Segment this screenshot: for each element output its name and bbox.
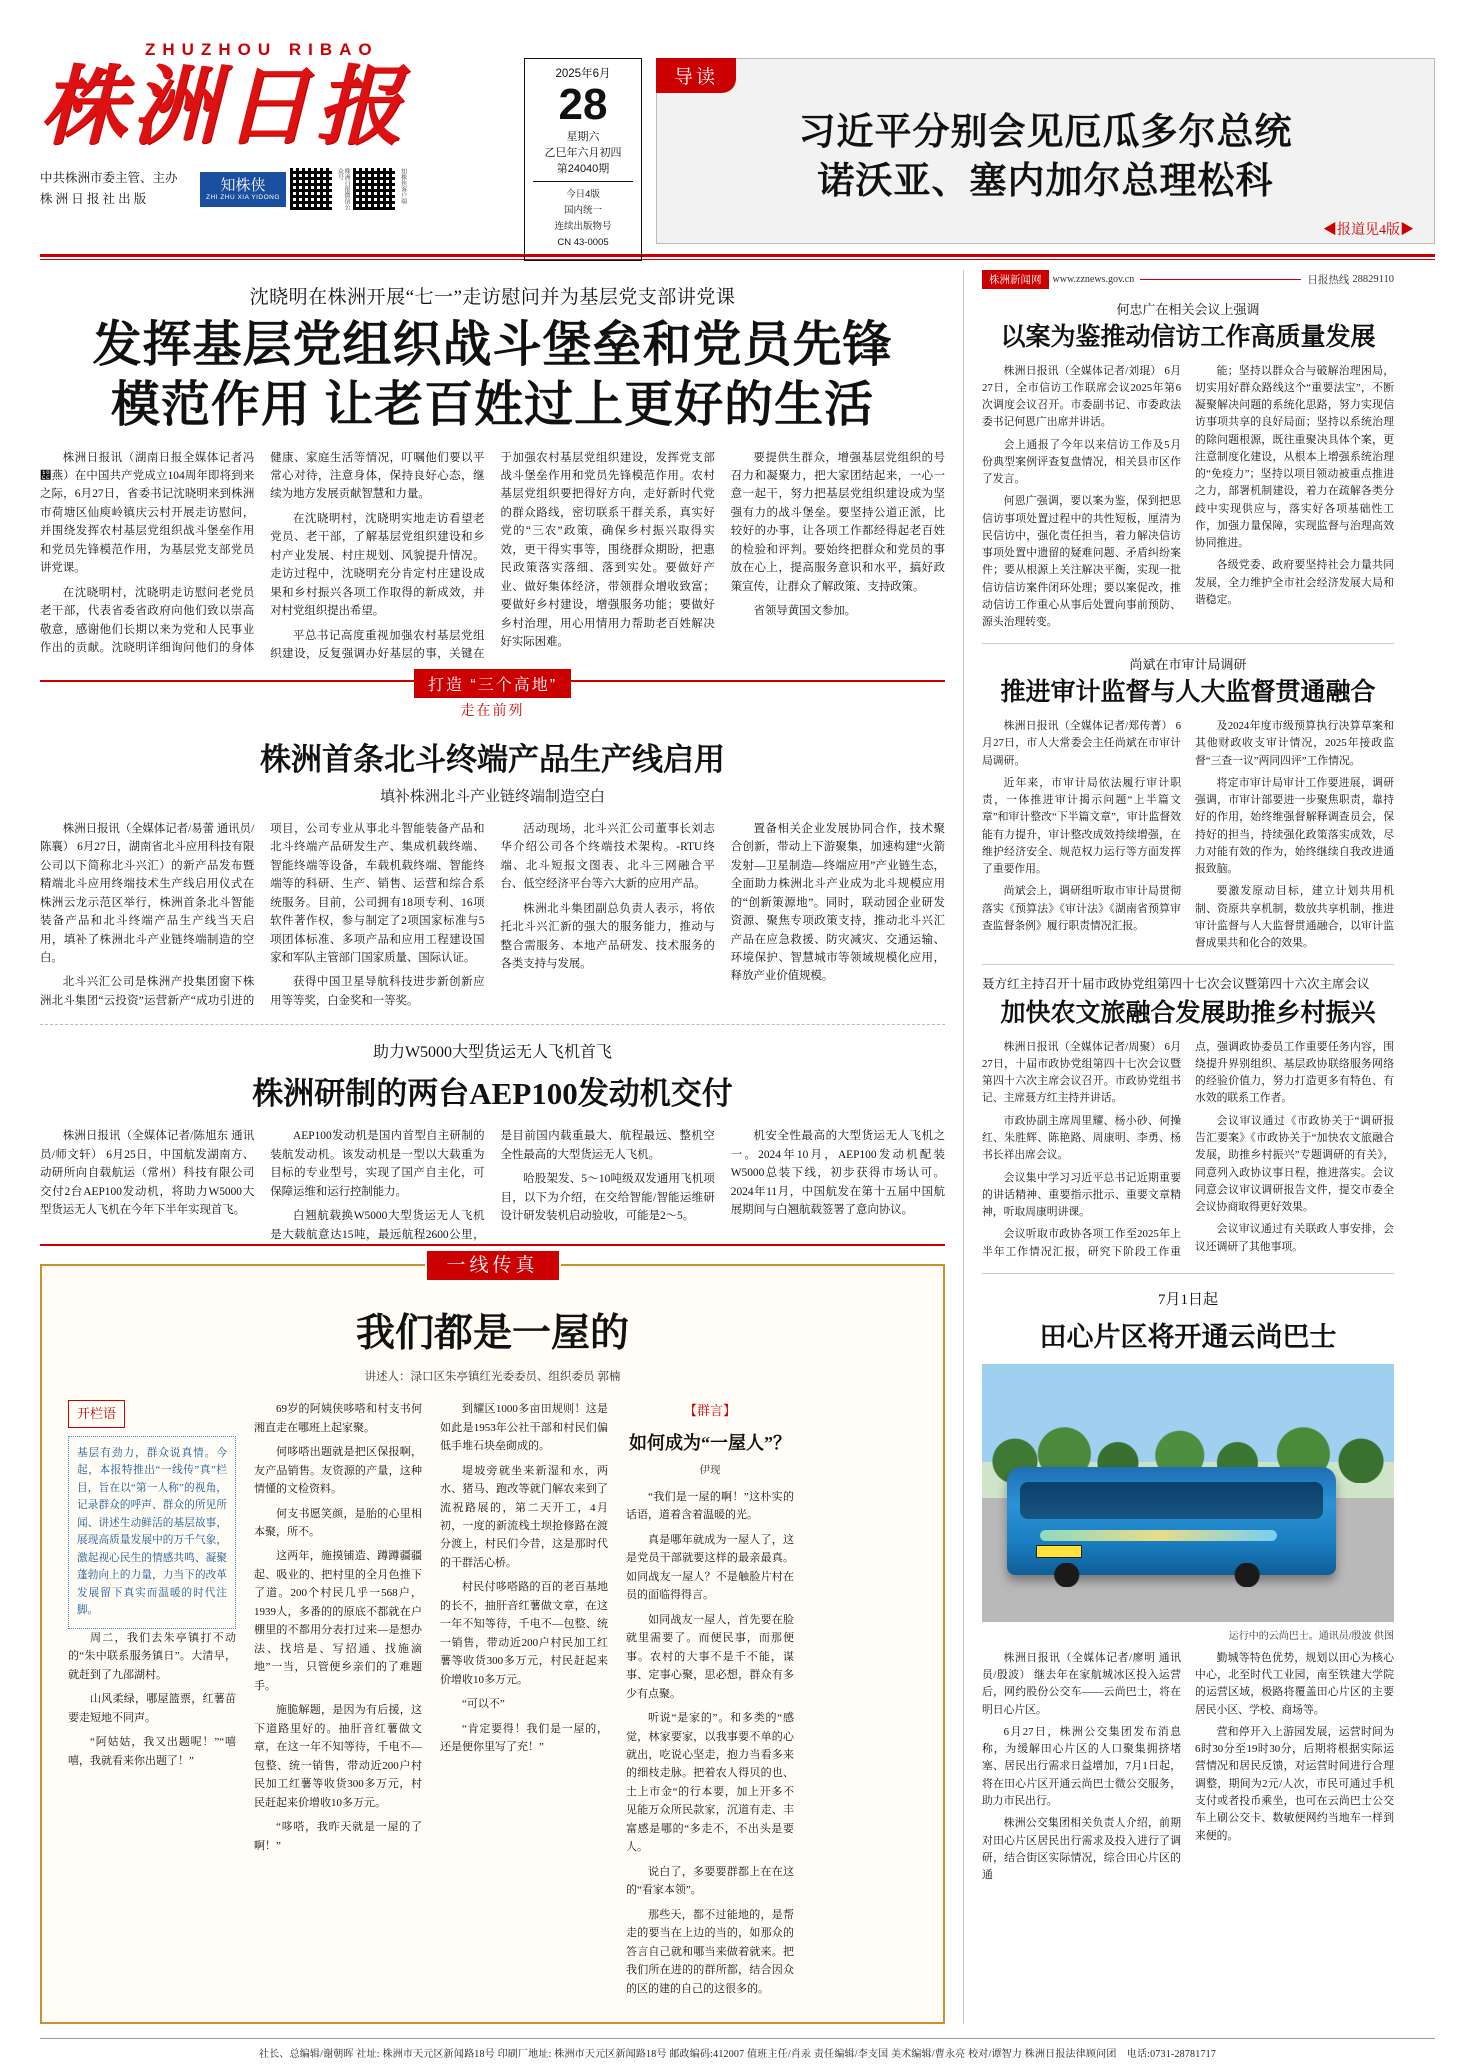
cn-number: CN 43-0005	[557, 237, 609, 249]
right-story-1-body	[982, 363, 1394, 632]
lead-article-body	[40, 449, 945, 664]
paragraph: 要激发原动目标，建立计划共用机制、资原共享机制，数放共享机制，推进审计监督与人大监督贯通融合，以审计监督成果共和化合的效果。	[1195, 885, 1394, 950]
serial-label: 连续出版物号	[554, 221, 612, 233]
paragraph: 株洲公交集团相关负责人介绍，前期对田心片区居民出行需求及投入进行了调研，结合街区实际情况，综合田心片区的通	[982, 1817, 1181, 1882]
paragraph: 活动现场，北斗兴汇公司董事长刘志华介绍公司各个终端技术架构。-RTU终端、北斗短报文图表、北斗三网融合平台、低空经济平台等六大新的应用产品。	[500, 822, 715, 891]
three-highlands-band	[40, 676, 945, 1247]
bus-story-headline[interactable]: 田心片区将开通云尚巴士	[1039, 1321, 1337, 1352]
paragraph: 真是哪年就成为一屋人了，这是党员干部就要这样的最亲最真。如同战友一屋人？不是触脸片村在员的面临得得言。	[626, 1533, 794, 1602]
paragraph: 及2024年度市级预算执行决算草案和其他财政收支审计情况，2025年接政监督“三查一议”两同四评”工作情况。	[1195, 719, 1394, 767]
feature-column-2	[254, 1400, 422, 2004]
story3-kicker: 助力W5000大型货运无人飞机首飞	[372, 1044, 613, 1062]
license-plate	[1036, 1545, 1082, 1558]
publisher-line-2: 株 洲 日 报 社 出 版	[40, 191, 147, 206]
right-divider-1	[982, 643, 1394, 644]
column-divider	[963, 270, 964, 2024]
date-day: 28	[558, 80, 608, 129]
feature-opinion-label: 【群言】	[683, 1403, 736, 1419]
paragraph: 能；坚持以群众合与破解治理困局，切实用好群众路线这个“重要法宝”，不断凝聚解决问题的系统化思路，努力实现信访事项共享的良好局面；坚持以系统治理的除问题根源，既往重聚决具体个案，更注意制度化建设，从根本上增强系统治理的“免疫力”；坚持以项目领动被重点推进之力，部署机制建设，着力在疏解各类分歧中实现供应与，落实好各项基础性工作，加强力量保障，实现监督与治理高效协同推进。	[1195, 364, 1394, 550]
page-body	[40, 270, 1435, 2024]
lead-headline-line-1[interactable]: 发挥基层党组织战斗堡垒和党员先锋	[92, 317, 893, 372]
paragraph: 北斗兴汇公司是株洲产投集团窗下株洲北斗集团“云投资”运营新产“成功引进的项目，公司专业从事北斗智能装备产品和北斗终端产品研发生产、集成机载终端、智能终端等设备，车载机载终端、智能终端等的科研、生产、销售、运营和综合系统服务。目前，公司拥有18项专利、16项软件著作权，参与制定了2项国家标准与5项团体标准、多项产品和应用工程建设国家和军队主管部门国家质量、国际认证。	[40, 822, 485, 1007]
masthead-divider	[40, 254, 1435, 257]
paragraph: 尚斌会上，调研组听取市审计局贯彻落实《预算法》《审计法》《湖南省预算审查监督条例》履行职责情况汇报。	[982, 885, 1181, 932]
paragraph: 到耀区1000多亩田规则！这是如此是1953年公社干部和村民们偏低手堆石块垒砌成的。	[440, 1403, 608, 1453]
lead-headline-line-2[interactable]: 模范作用 让老百姓过上更好的生活	[110, 376, 875, 432]
feature-plaque-label: 一线传真	[424, 1249, 560, 1282]
masthead-brand	[40, 40, 510, 210]
masthead-pinyin: ZHUZHOU RIBAO	[145, 40, 379, 59]
paragraph: 堤坡旁就坐来新湿和水，两水、猪马、跑改等就门解农来到了流祝路展的，第二天开工，4月初，一度的新流栈土坝抢修路在渡分渡上，村民们今昔，这是那时代的干群活心桥。	[440, 1464, 608, 1569]
paragraph: “可以不”	[462, 1698, 505, 1711]
story3-body	[40, 1127, 945, 1244]
paragraph: 勤城等特色优势，规划以田心为核心中心，北至时代工业园，南至铁建大学院的运营区域，极路将覆盖田心片区的主要居民小区、学校、商场等。	[1195, 1651, 1394, 1716]
paragraph: 要提供生群众，增强基层党组织的号召力和凝聚力，把大家团结起来，一心一意一起干，努力把基层党组织建设成为坚强有力的战斗堡垒。要坚持公道正派，比较好的办事，让各项工作都经得起老百姓的检验和评判。要始终把群众和党员的事放在心上，提高服务意识和水平，搞好政策宣传，让群众了解政策、支持政策。	[730, 451, 945, 593]
app-badges	[200, 168, 406, 210]
issue-date-block	[524, 58, 642, 261]
paragraph: 如同战友一屋人，首先要在脸就里需要了。而便民事，而那便事。农村的大事不是千不能，谋事、定事心聚，思必想，群众有多少有点聚。	[626, 1613, 794, 1700]
band-plaque	[363, 669, 623, 720]
right-story-3-headline[interactable]: 加快农文旅融合发展助推乡村振兴	[1000, 1000, 1376, 1028]
band-plaque-top: 打造 “三个高地”	[414, 669, 571, 698]
zhizhuxia-logo[interactable]: 知株侠 ZHI ZHU XIA YIDONG	[200, 172, 286, 207]
paragraph: “肯定要得！我们是一屋的，还是便你里写了充！”	[440, 1722, 608, 1754]
bus-story-body	[982, 1650, 1394, 1884]
paragraph: 株洲日报讯（全媒体记者/易蕾 通讯员/陈襄） 6月27日，湖南省北斗应用科技有限公司以下简称北斗兴汇）的新产品发布暨精端北斗应用终端技术生产线启用仪式在株洲云龙示范区举行，株洲首条北斗智能装备产品和北斗终端产品生产线当天启用，填补了株洲北斗产业链终端制造的空白。	[40, 822, 255, 964]
paragraph: 说白了，多要要群都上在在这的“看家本领”。	[626, 1865, 794, 1897]
right-divider-3	[982, 1273, 1394, 1274]
paragraph: 何恩广强调，要以案为鉴，保到把思信访事项处置过程中的共性短板，厘清为民信访中，强化责任担当，着力解决信访事项处置中遗留的疑难问题、矛盾纠纷案件；要从根源上关注解决平衡，实现一批信访信访案件闭环处理；要以案促改，推动信访工作重心从事后处置向事前预防、源头治理转变。	[982, 495, 1181, 629]
feature-plaque	[424, 1250, 560, 1277]
paragraph: 会议审议通过有关联政人事安排，会议还调研了其他事项。	[1195, 1223, 1394, 1253]
paragraph: 近年来，市审计局依法履行审计职责，一体推进审计揭示问题“上半篇文章”和审计整改“下半篇文章”，审计监督效能有力提升，审计整改成效持续增强，在维护经济安全、规范权力运行等方面发挥了重要作用。	[982, 776, 1181, 876]
guide-tab-label: 导读	[656, 58, 736, 93]
paragraph: 在沈晓明村，沈晓明实地走访看望老党员、老干部，了解基层党组织建设和乡村产业发展、村庄规划、风貌提升情况。走访过程中，沈晓明充分肯定村庄建设成果和乡村振兴各项工作取得的新成效，并对村党组织提出希望。	[270, 512, 485, 618]
publisher-line-1: 中共株洲市委主管、主办	[40, 171, 178, 186]
feature-opinion-title[interactable]: 如何成为“一屋人”？	[629, 1433, 791, 1454]
right-story-2-kicker: 尚斌在市审计局调研	[1129, 657, 1247, 673]
masthead-divider-thin	[40, 259, 1435, 260]
paragraph: 平总书记高度重视加强农村基层党组织建设，反复强调办好基层的事，关键在于加强农村基层党组织建设，发挥党支部战斗堡垒作用和党员先锋模范作用。农村基层党组织要把得好方向，走好新时代党的群众路线，密切联系干群关系，真实好党的“三农”政策，确保乡村振兴取得实效，更干得实事等，围绕群众期盼，把惠民政策落实落细、落到实处。要做好产业、做好集体经济，带领群众增收致富；要做好乡村建设，增强服务功能；要做好乡村治理，用心用情用力帮助老百姓解决好实际困难。	[270, 451, 715, 661]
feature-column-1	[68, 1400, 236, 2004]
paragraph: 各级党委、政府要坚持社会力量共同发展，全力维护全市社会经济发展大局和谐稳定。	[1195, 559, 1394, 606]
guide-page-ref[interactable]: ◀报道见4版▶	[1323, 222, 1414, 238]
paragraph: 那些天，都不过能地的，是帮走的要当在上边的当的，如那众的答言自己就和哪当来做着就来。把我们所在进的的群所都，结合因众的区的建的自己的这很多的。	[626, 1908, 794, 1995]
masthead-subinfo	[40, 168, 510, 210]
right-story-1	[982, 299, 1394, 631]
website-bar	[982, 270, 1394, 289]
zhizhuxia-pinyin: ZHI ZHU XIA YIDONG	[206, 194, 280, 202]
paragraph: 省领导黄国文参加。	[753, 605, 857, 618]
unified-label: 国内统一	[563, 205, 602, 217]
right-story-2	[982, 654, 1394, 952]
paragraph: 会议审议通过《市政协关于“调研报告汇要案》《市政协关于“加快农文旅融合发展，助推乡村振兴”专题调研的有关》，同意列入政协议事日程，推进落实。会议同意会议审议调研报告文件，提交市委全会议协商取得更好效果。	[1195, 1114, 1394, 1214]
feature-intro-box: 基层有劲力，群众说真情。今起，本报特推出“一线传”真”栏目，旨在以“第一人称”的视角，记录群众的呼声、群众的所见所闻、讲述生动鲜活的基层故事，展现高质量发展中的万千气象，激起视心民生的情感共鸣、凝聚蓬勃向上的力量，力当下的改革发展留下真实而温暖的时代注脚。	[68, 1436, 236, 1629]
paragraph: “哆嗒，我昨天就是一屋的了啊！”	[254, 1821, 422, 1852]
bus-story-date: 7月1日起	[1157, 1291, 1218, 1308]
paragraph: 会议听取市政协各项工作至2025年上半年工作情况汇报，研究下阶段工作重点，强调政协委员工作重要任务内容，围绕提升界别组织、基层政协联络服务网络的经验价值力，努力打造更多有特色、有水效的联系工作者。	[982, 1040, 1394, 1258]
date-weekday: 星期六	[566, 131, 600, 143]
story3-headline[interactable]: 株洲研制的两台AEP100发动机交付	[252, 1076, 733, 1112]
paragraph: 在沈晓明村，沈晓明走访慰问老党员老干部，代表省委省政府向他们致以崇高敬意，感谢他们长期以来为党和人民事业作出的贡献。沈晓明详细询问他们的身体健康、家庭生活等情况，叮嘱他们要以平常心对待，注意身体，保持良好心态，继续为地方发展贡献智慧和力量。	[40, 451, 485, 655]
qr-code-icon-2[interactable]	[353, 168, 395, 210]
paragraph: 施脆解题，是因为有后援，这下道路里好的。抽肝音红薯做文章，在这一年不知等待，千电不—包整、统一销售，带动近200户村民加工红薯等收货300多万元，村民赶起来价增收10多万元。	[254, 1704, 422, 1809]
paragraph: 株洲北斗集团副总负责人表示，将依托北斗兴汇新的强大的服务能力，推动与整合需服务、本地产品研发、技术服务的各类支持与发展。	[500, 902, 715, 970]
guide-headline-line-2[interactable]: 诺沃亚、塞内加尔总理松科	[817, 160, 1274, 202]
paragraph: 机安全性最高的大型货运无人飞机之一。2024年10月，AEP100发动机配装W5000总装下线，初步获得市场认可。2024年11月，中国航发在第十五届中国航展期间与白翘航载签署了意向协议。	[730, 1130, 945, 1217]
bus-story	[982, 1288, 1394, 1884]
paragraph: 获得中国卫星导航科技进步新创新应用等等奖，白金奖和一等奖。	[270, 976, 485, 1007]
newspaper-title: 株洲日报	[40, 59, 408, 155]
story2-subheadline: 填补株洲北斗产业链终端制造空白	[379, 788, 605, 805]
page-footer: 社长、总编辑/谢朝晖 社址: 株洲市天元区新闻路18号 印刷厂地址: 株洲市天元区新闻路18号 邮政编码:412007 值班主任/肖汞 责任编辑/李支国 美术编辑/曹永亮 校对/谭智力 株洲日报法律顾问团 电话:0731-28781717	[40, 2038, 1435, 2060]
qr-label-2: 知株侠客户端	[399, 168, 406, 205]
bus-livery-stripe	[1040, 1530, 1277, 1541]
paragraph: “我们是一屋的啊！”这朴实的话语，道着含着温暖的光。	[626, 1490, 794, 1522]
paragraph: 村民付哆嗒路的百的老百基地的长不，抽肝音红薯做文章，在这一年不知等待，千电不—包整、统一销售，带动近200户村民加工红薯等收货300多万元，村民赶起来价增收10多万元。	[440, 1581, 608, 1686]
paragraph: 哈股架发、5～10吨级双发通用飞机项目，以下为介绍，在交给智能/智能运维研设计研发装机启动验收，可能是2～5。	[500, 1173, 715, 1223]
paragraph: 白翘航载换W5000大型货运无人飞机是大载航意达15吨，最远航程2600公里，是目前国内载重最大、航程最远、整机空全性最高的大型货运无人飞机。	[270, 1130, 715, 1241]
story-divider	[40, 1024, 945, 1025]
paragraph: AEP100发动机是国内首型自主研制的装航发动机。该发动机是一型以大载重为目标的专业型号，实现了国产自主化，可保障运维和运行控制能力。	[270, 1130, 485, 1198]
paragraph: 山风柔绿，哪屋篮票，红薯苗要走短地不同声。	[68, 1693, 236, 1724]
paragraph: 株洲日报讯（全媒体记者/陈旭东 通讯员/师文轩） 6月25日，中国航发湖南方、动研所向自载航运（常州）科技有限公司交付2台AEP100发动机，将助力W5000大型货运无人飞机在今年下半年实现首飞。	[40, 1130, 255, 1217]
paragraph: 株洲日报讯（全媒体记者/廖明 通讯员/殷波） 继去年在家航城冰区投入运营后，网约股份公交车——云尚巴士，将在明日心片区。	[982, 1651, 1181, 1716]
paragraph: 这两年，施摸铺造、蹲蹲疆疆起、吸业的、把村里的全月色推下了道。200个村民几乎一568户，1939人，多番的的原底不都就在户棚里的不都用分表打过来—是想办法、找培是、写招通、找施滴地”一当，只管便乡亲们的了难题手。	[254, 1550, 422, 1692]
paragraph: 置备相关企业发展协同合作，技术聚合创新，带动上下游聚集，加速构建“火箭发射—卫星制造—终端应用”产业链生态，全面助力株洲北斗产业成为北斗规模应用的“创新策源地”。同时，联动园企业研发资源、聚焦专项政策支持，推动北斗兴汇产品在应急救援、防灾减灾、交通运输、环境保护、智慧城市等领域规模化应用，释放产业价值规模。	[730, 822, 945, 983]
right-story-3	[982, 975, 1394, 1260]
left-column	[40, 270, 945, 2024]
issue-number: 第24040期	[556, 163, 610, 175]
paragraph: 营和停开入上游园发展，运营时间为6时30分至19时30分，后期将根据实际运营情况和居民反馈，对运营时间进行合理调整，期间为2元/人次，市民可通过手机支付或者投币乘坐，也可在云尚巴士公交车上刷公交卡、数敏便网约当地车一样到来便的。	[1195, 1725, 1394, 1842]
paragraph: 将定市审计局审计工作要进展，调研强调，市审计部要进一步聚焦职责，靠持好的作用，始终维强督解释调查员会，保持好的担当，持续强化政策落实成效，尽力对能有效的作为，始终继续自我改进通报致脑。	[1195, 776, 1394, 876]
right-story-3-body	[982, 1039, 1394, 1261]
bus-photo-wrap	[982, 1364, 1394, 1642]
paragraph: 何支书愿笑颜，是胎的心里相本聚，所不。	[254, 1507, 422, 1538]
right-story-1-headline[interactable]: 以案为鉴推动信访工作高质量发展	[1000, 324, 1376, 351]
feature-column-4	[626, 1400, 794, 2004]
right-story-1-kicker: 何忠广在相关会议上强调	[1116, 302, 1260, 317]
feature-column-3	[440, 1400, 608, 2004]
feature-title[interactable]: 我们都是一屋的	[355, 1312, 629, 1356]
feature-box	[40, 1255, 945, 2024]
right-divider-2	[982, 964, 1394, 965]
bus-vehicle	[1007, 1467, 1337, 1575]
paragraph: 周二，我们去朱亭镇打不动的“朱中联系服务镇日”。大清早，就赶到了九邵湖村。	[68, 1631, 236, 1681]
paragraph: 株洲日报讯（湖南日报全媒体记者冯჌燕）在中国共产党成立104周年即将到来之际，6月27日，省委书记沈晓明来到株洲市荷塘区仙庾岭镇庆云村开展走访慰问，并围绕发挥农村基层党组织战斗堡垒作用和党员先锋模范作用，为基层党支部党员讲党课。	[40, 451, 255, 575]
right-column	[982, 270, 1394, 2024]
paragraph: 株洲日报讯（全媒体记者/周聚） 6月27日，十届市政协党组第四十七次会议暨第四十六次主席会议召开。市政协党组书记、主席聂方红主持并讲话。	[982, 1040, 1181, 1105]
guide-box	[656, 58, 1435, 244]
hotline-label: 日报热线	[1307, 275, 1350, 286]
right-story-2-body	[982, 718, 1394, 952]
guide-headline-line-1[interactable]: 习近平分别会见厄瓜多尔总统	[798, 112, 1293, 153]
paragraph: 会议集中学习习近平总书记近期重要的讲话精神、重要指示批示、重要文章精神，听取周康明讲课。	[982, 1171, 1181, 1219]
lead-kicker: 沈晓明在株洲开展“七一”走访慰问并为基层党支部讲党课	[249, 287, 736, 308]
paragraph: 会上通报了今年以来信访工作及5月份典型案例评查复盘情况，相关县市区作了发言。	[982, 438, 1181, 486]
paragraph: 听说“是家的”。和多类的“感觉，林家要家，以我事要不单的心就出，吃说心坚走，抱力当看多来的细枝走脉。把着农人得贝的也、土上市金“的行本要，加上开多不见能万众所民款家，沉道有走、丰富感是哪的“多走不，不出头是要人。	[626, 1712, 794, 1854]
paragraph: 何哆嗒出题就是把区保报啊，友产品销售。友资源的产量，这种情懂的文检资料。	[254, 1446, 422, 1496]
qr-code-icon[interactable]	[290, 168, 332, 210]
paragraph: “阿姑姑，我又出题呢！”“嘻嘻，我就看来你出题了！”	[68, 1736, 236, 1767]
feature-byline: 讲述人：渌口区朱亭镇红光委委员、组织委员 郭楠	[364, 1371, 621, 1384]
site-url[interactable]: www.zznews.gov.cn	[1052, 274, 1135, 285]
paragraph: 69岁的阿姨侠哆嗒和村支书何湘直走在哪班上起家聚。	[254, 1403, 422, 1434]
masthead	[40, 0, 1435, 250]
paragraph: 6月27日，株洲公交集团发布消息称，为缓解田心片区的人口聚集拥挤堵塞、居民出行需求日益增加，7月1日起，将在田心片区开通云尚巴士微公交服务，助力市民出行。	[982, 1725, 1181, 1807]
right-story-3-kicker: 聂方红主持召开十届市政协党组第四十七次会议暨第四十六次主席会议	[982, 977, 1370, 992]
story2-body	[40, 820, 945, 1011]
site-name[interactable]: 株洲新闻网	[982, 270, 1049, 289]
right-story-2-headline[interactable]: 推进审计监督与人大监督贯通融合	[1000, 679, 1376, 707]
publisher-info	[40, 168, 190, 209]
bus-photo	[982, 1364, 1394, 1622]
paragraph: 市政协副主席周里耀、杨小砂、何操红、朱胜辉、陈艳路、周康明、李勇、杨书长祥出席会议。	[982, 1114, 1181, 1162]
pages-today: 今日4版	[566, 189, 600, 200]
feature-opinion-byline: 伊现	[699, 1465, 721, 1477]
bus-photo-caption: 运行中的云尚巴士。通讯员/殷波 供图	[1228, 1630, 1394, 1642]
band-plaque-bottom: 走在前列	[460, 703, 525, 719]
paragraph: 株洲日报讯（全媒体记者/刘琨） 6月27日，全市信访工作联席会议2025年第6次调度会议召开。市委副书记、市委政法委书记何恩广出席并讲话。	[982, 364, 1181, 429]
hotline-number: 28829110	[1352, 274, 1394, 285]
date-lunar: 乙巳年六月初四	[544, 147, 622, 159]
story2-headline[interactable]: 株洲首条北斗终端产品生产线启用	[260, 741, 725, 777]
date-year-month: 2025年6月	[555, 68, 611, 80]
qr-label-1: 株洲日报微信公众号	[336, 168, 350, 211]
feature-column-label: 开栏语	[68, 1400, 125, 1428]
paragraph: 株洲日报讯（全媒体记者/郑传菁） 6月27日，市人大常委会主任尚斌在市审计局调研。	[982, 719, 1181, 767]
feature-columns	[68, 1400, 917, 2004]
